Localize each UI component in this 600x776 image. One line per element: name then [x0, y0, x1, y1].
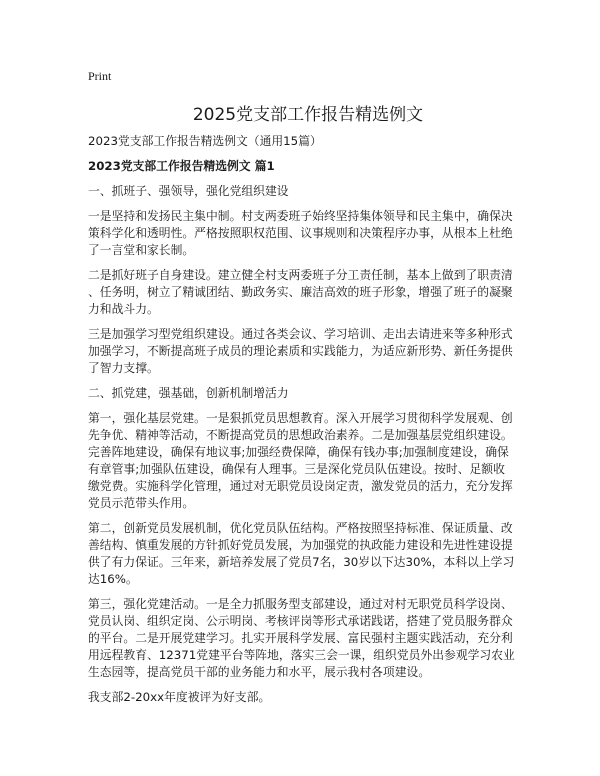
section-title [88, 385, 528, 402]
paragraph-line: 三是加强学习型党组织建设。通过各类会议、学习培训、走出去请进来等多种形式 [88, 327, 513, 341]
section-heading: 2023党支部工作报告精选例文 篇1 [88, 159, 275, 173]
paragraph-line: 的平台。二是开展党建学习。扎实开展科学发展、富民强村主题实践活动，充分利 [88, 631, 513, 645]
paragraph [88, 326, 528, 377]
paragraph-line: 供了有力保证。三年来，新培养发展了党员7名，30岁以下达30%，本科以上学习 [88, 555, 515, 569]
document-body [88, 183, 528, 706]
paragraph [88, 410, 528, 512]
paragraph [88, 689, 528, 706]
paragraph-line: 先争优、精神等活动，不断提高党员的思想政治素养。二是加强基层党组织建设。 [88, 428, 513, 442]
paragraph-line: 第三，强化党建活动。一是全力抓服务型支部建设，通过对村无职党员科学设岗、 [88, 597, 513, 611]
document-title: 2025党支部工作报告精选例文 [192, 105, 424, 125]
paragraph-line: 党员认岗、组织定岗、公示明岗、考核评岗等形式承诺践诺，搭建了党员服务群众 [88, 614, 513, 628]
paragraph-line: 了智力支撑。 [88, 361, 159, 375]
paragraph-line: 、任务明，树立了精诚团结、勤政务实、廉洁高效的班子形象，增强了班子的凝聚 [88, 285, 513, 299]
paragraph-line: 有章管事;加强队伍建设，确保有人理事。三是深化党员队伍建设。按时、足额收 [88, 462, 505, 476]
paragraph-line: 达16%。 [88, 572, 138, 586]
paragraph-line: 二是抓好班子自身建设。建立健全村支两委班子分工责任制，基本上做到了职责清 [88, 268, 513, 282]
paragraph-line: 党员示范带头作用。 [88, 496, 195, 510]
paragraph-line: 完善阵地建设，确保有地议事;加强经费保障，确保有钱办事;加强制度建设，确保 [88, 445, 509, 459]
paragraph-line: 善结构、慎重发展的方针抓好党员发展，为加强党的执政能力建设和先进性建设提 [88, 538, 513, 552]
paragraph-line: 策科学化和透明性。严格按照职权范围、议事规则和决策程序办事，从根本上杜绝 [88, 226, 513, 240]
print-label: Print [88, 69, 112, 83]
paragraph-line: 生态园等，提高党员干部的业务能力和水平，展示我村各项建设。 [88, 665, 431, 679]
paragraph [88, 520, 528, 588]
paragraph-line: 力和战斗力。 [88, 302, 159, 316]
paragraph [88, 267, 528, 318]
paragraph-line: 一、抓班子、强领导，强化党组织建设 [88, 184, 289, 198]
section-title [88, 183, 528, 200]
paragraph-line: 第一，强化基层党建。一是狠抓党员思想教育。深入开展学习贯彻科学发展观、创 [88, 411, 513, 425]
paragraph-line: 了一言堂和家长制。 [88, 243, 195, 257]
document-page [88, 68, 528, 714]
paragraph-line: 一是坚持和发扬民主集中制。村支两委班子始终坚持集体领导和民主集中，确保决 [88, 209, 513, 223]
paragraph [88, 208, 528, 259]
paragraph-line: 缴党费。实施科学化管理，通过对无职党员设岗定责，激发党员的活力，充分发挥 [88, 479, 513, 493]
paragraph-line: 我支部2-20xx年度被评为好支部。 [88, 690, 271, 704]
paragraph-line: 加强学习，不断提高班子成员的理论素质和实践能力，为适应新形势、新任务提供 [88, 344, 513, 358]
paragraph-line: 二、抓党建，强基础，创新机制增活力 [88, 386, 289, 400]
paragraph [88, 596, 528, 681]
document-subtitle: 2023党支部工作报告精选例文（通用15篇） [88, 134, 322, 148]
paragraph-line: 第二，创新党员发展机制，优化党员队伍结构。严格按照坚持标准、保证质量、改 [88, 521, 513, 535]
paragraph-line: 用远程教育、12371党建平台等阵地，落实三会一课，组织党员外出参观学习农业 [88, 648, 515, 662]
